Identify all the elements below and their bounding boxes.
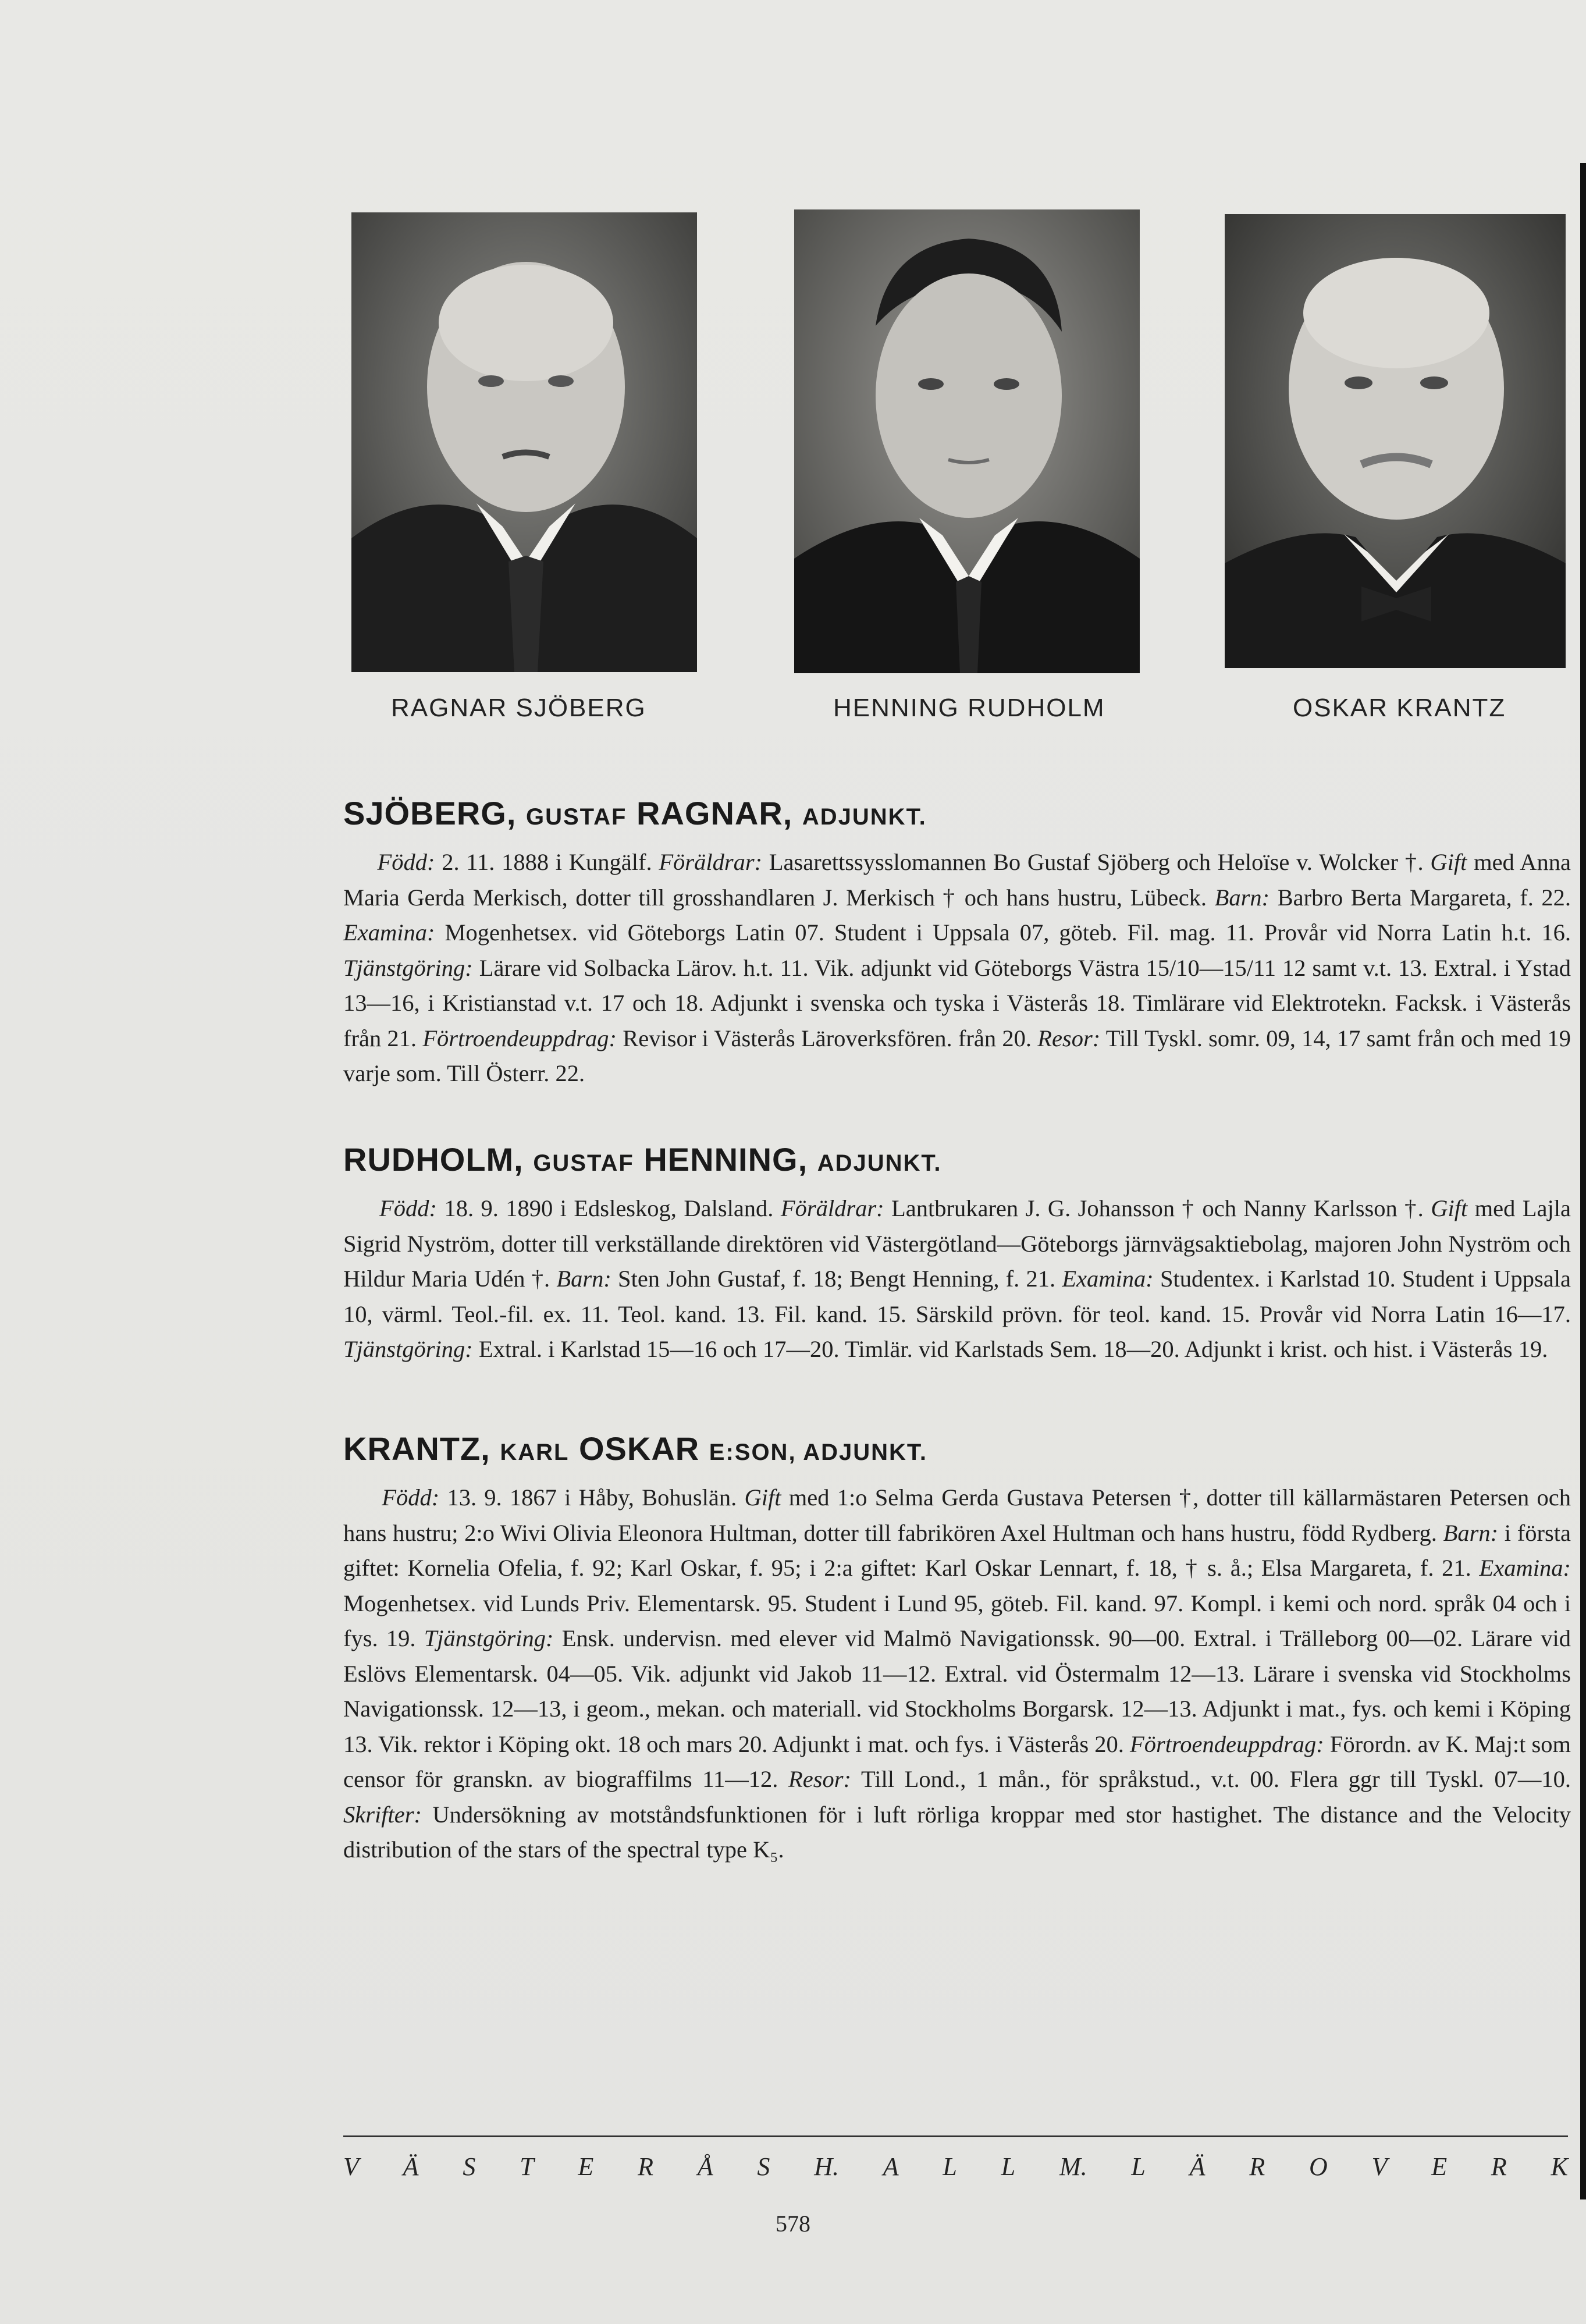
field-value: Förordn. av K. Maj:t som censor för granskn. av biograffilms 11—12. (343, 1730, 1571, 1792)
field-value: Lärare vid Solbacka Lärov. h.t. 11. Vik. adjunkt vid Göteborgs Västra 15/10—15/11 12 samt v.t. 13. Extral. i Ystad 13—16, i Kristianstad v.t. 17 och 18. Adjunkt i svenska och tyska i Västerås 18. Timlärare vid Elektrotekn. Facksk. i Västerås från 21. (343, 954, 1571, 1051)
entry-surname: SJÖBERG, (343, 795, 517, 831)
biography-entry-rudholm (343, 1140, 1571, 1367)
field-value: i första giftet: Kornelia Ofelia, f. 92; Karl Oskar, f. 95; i 2:a giftet: Karl Oskar Lennart, f. 18, † s. å.; Elsa Margareta, f. 21. (343, 1519, 1571, 1581)
field-label: Gift (744, 1484, 781, 1511)
field-label: Gift (1430, 849, 1467, 875)
footer-rule (343, 2135, 1568, 2137)
entry-body (343, 1191, 1571, 1367)
field-label: Examina: (1062, 1266, 1154, 1292)
portrait-oskar-krantz (1225, 214, 1566, 668)
field-label: Gift (1431, 1195, 1468, 1221)
footer-letter: K (1551, 2152, 1568, 2181)
entry-given-prefix: GUSTAF (533, 1150, 634, 1176)
field-value: Ensk. undervisn. med elever vid Malmö Navigationssk. 90—00. Extral. i Trälleborg 00—02. Lärare vid Eslövs Elementarsk. 04—05. Vik. adjunkt vid Jakob 11—12. Extral. vid Östermalm 12—13. Lärare i svenska vid Stockholms Navigationssk. 12—13, i geom., mekan. och materiall. vid Stockholms Borgarsk. 12—13. Adjunkt i mat., fys. och kemi i Köping 13. Vik. rektor i Köping okt. 18 och mars 20. Adjunkt i mat. och fys. i Västerås 20. (343, 1625, 1571, 1757)
footer-letter: H. (814, 2152, 839, 2181)
footer-letter: M. (1059, 2152, 1087, 2181)
footer-letter: Ä (403, 2152, 419, 2181)
page-number: 578 (776, 2211, 810, 2237)
field-value: 2. 11. 1888 i Kungälf. (435, 849, 659, 875)
field-label: Föräldrar: (780, 1195, 884, 1221)
portrait-caption: HENNING RUDHOLM (833, 694, 1105, 722)
field-label: Föräldrar: (659, 849, 763, 875)
footer-letter: O (1309, 2152, 1328, 2181)
entry-heading (343, 1140, 1571, 1178)
footer-letter: A (883, 2152, 899, 2181)
portrait-henning-rudholm (794, 209, 1140, 673)
field-label: Barn: (556, 1266, 611, 1292)
field-label: Resor: (1037, 1025, 1101, 1051)
entry-surname: RUDHOLM, (343, 1141, 524, 1178)
field-label: Född: (382, 1484, 440, 1511)
footer-letter: L (1131, 2152, 1146, 2181)
field-value: med 1:o Selma Gerda Gustava Petersen †, dotter till källarmästaren Petersen och hans hustru; 2:o Wivi Olivia Eleonora Hultman, dotter till fabrikören Axel Hultman och hans hustru, född Rydberg. (343, 1484, 1571, 1546)
footer-letter: S (757, 2152, 770, 2181)
field-value: Studentex. i Karlstad 10. Student i Uppsala 10, värml. Teol.-fil. ex. 11. Teol. kand. 13. Fil. kand. 15. Särskild prövn. för teol. kand. 15. Provår vid Norra Latin 16—17. (343, 1266, 1571, 1327)
footer-letter: R (638, 2152, 653, 2181)
field-value: Mogenhetsex. vid Lunds Priv. Elementarsk. 95. Student i Lund 95, göteb. Fil. kand. 97. Kompl. i kemi och nord. språk 04 och i fys. 19. (343, 1590, 1571, 1651)
footer-letter: L (1001, 2152, 1016, 2181)
field-value: Barbro Berta Margareta, f. 22. (1269, 884, 1571, 911)
running-footer (343, 2152, 1568, 2181)
field-label: Tjänstgöring: (343, 1336, 473, 1362)
field-value: Revisor i Västerås Läroverksfören. från 20. (617, 1025, 1038, 1051)
field-label: Resor: (788, 1766, 852, 1792)
field-label: Barn: (1443, 1519, 1499, 1546)
footer-letter: L (943, 2152, 957, 2181)
entry-given-prefix: KARL (500, 1440, 570, 1465)
field-label: Förtroendeuppdrag: (422, 1025, 617, 1051)
field-value: 18. 9. 1890 i Edsleskog, Dalsland. (437, 1195, 781, 1221)
entry-surname: KRANTZ, (343, 1430, 490, 1467)
field-value: Sten John Gustaf, f. 18; Bengt Henning, f. 21. (611, 1266, 1062, 1292)
field-value: med Anna Maria Gerda Merkisch, dotter till grosshandlaren J. Merkisch † och hans hustru, Lübeck. (343, 849, 1571, 911)
field-value: Lantbrukaren J. G. Johansson † och Nanny Karlsson †. (884, 1195, 1431, 1221)
entry-heading (343, 1430, 1571, 1467)
field-label: Född: (377, 849, 435, 875)
entry-given-main: HENNING, (643, 1141, 808, 1178)
footer-letter: S (463, 2152, 476, 2181)
footer-letter: T (520, 2152, 534, 2181)
entry-given-main: OSKAR (578, 1430, 700, 1467)
field-value: Undersökning av motståndsfunktionen för i luft rörliga kroppar med stor hastighet. The distance and the Velocity distribution of the stars of the spectral type K₅. (343, 1801, 1571, 1863)
portrait-caption: RAGNAR SJÖBERG (391, 694, 646, 722)
field-label: Tjänstgöring: (343, 954, 473, 981)
footer-letter: Ä (1189, 2152, 1205, 2181)
footer-letter: R (1491, 2152, 1507, 2181)
entry-body (343, 1480, 1571, 1868)
entry-body (343, 845, 1571, 1092)
field-value: med Lajla Sigrid Nyström, dotter till verkställande direktören vid Västergötland—Göteborgs järnvägsaktiebolag, majoren John Nyström och Hildur Maria Udén †. (343, 1195, 1571, 1292)
field-label: Förtroendeuppdrag: (1130, 1730, 1324, 1757)
entry-title: E:SON, ADJUNKT. (709, 1440, 927, 1465)
portrait-caption: OSKAR KRANTZ (1293, 694, 1506, 722)
page-edge-shadow (1580, 163, 1586, 2199)
field-label: Född: (379, 1195, 438, 1221)
footer-letter: E (1431, 2152, 1448, 2181)
field-label: Skrifter: (343, 1801, 422, 1828)
entry-heading (343, 794, 1571, 832)
entry-title: ADJUNKT. (802, 804, 927, 830)
entry-given-prefix: GUSTAF (525, 804, 627, 830)
field-label: Examina: (1479, 1555, 1571, 1581)
footer-letter: E (578, 2152, 594, 2181)
field-value: 13. 9. 1867 i Håby, Bohuslän. (439, 1484, 745, 1511)
entry-title: ADJUNKT. (817, 1150, 942, 1176)
footer-letter: R (1249, 2152, 1265, 2181)
biography-entry-sjoberg (343, 794, 1571, 1092)
field-value: Till Tyskl. somr. 09, 14, 17 samt från och med 19 varje som. Till Österr. 22. (343, 1025, 1571, 1086)
entry-given-main: RAGNAR, (636, 795, 793, 831)
footer-letter: V (343, 2152, 359, 2181)
biography-entry-krantz (343, 1430, 1571, 1868)
footer-letter: V (1371, 2152, 1388, 2181)
portrait-ragnar-sjoberg (351, 212, 697, 672)
field-label: Examina: (343, 919, 435, 946)
field-value: Extral. i Karlstad 15—16 och 17—20. Timlär. vid Karlstads Sem. 18—20. Adjunkt i krist. och hist. i Västerås 19. (472, 1336, 1548, 1362)
footer-letter: Å (697, 2152, 713, 2181)
field-value: Till Lond., 1 mån., för språkstud., v.t. 00. Flera ggr till Tyskl. 07—10. (851, 1766, 1571, 1792)
field-label: Tjänstgöring: (424, 1625, 554, 1651)
field-value: Mogenhetsex. vid Göteborgs Latin 07. Student i Uppsala 07, göteb. Fil. mag. 11. Provår vid Norra Latin h.t. 16. (435, 919, 1571, 946)
field-label: Barn: (1214, 884, 1270, 911)
field-value: Lasarettssysslomannen Bo Gustaf Sjöberg och Heloïse v. Wolcker †. (762, 849, 1431, 875)
